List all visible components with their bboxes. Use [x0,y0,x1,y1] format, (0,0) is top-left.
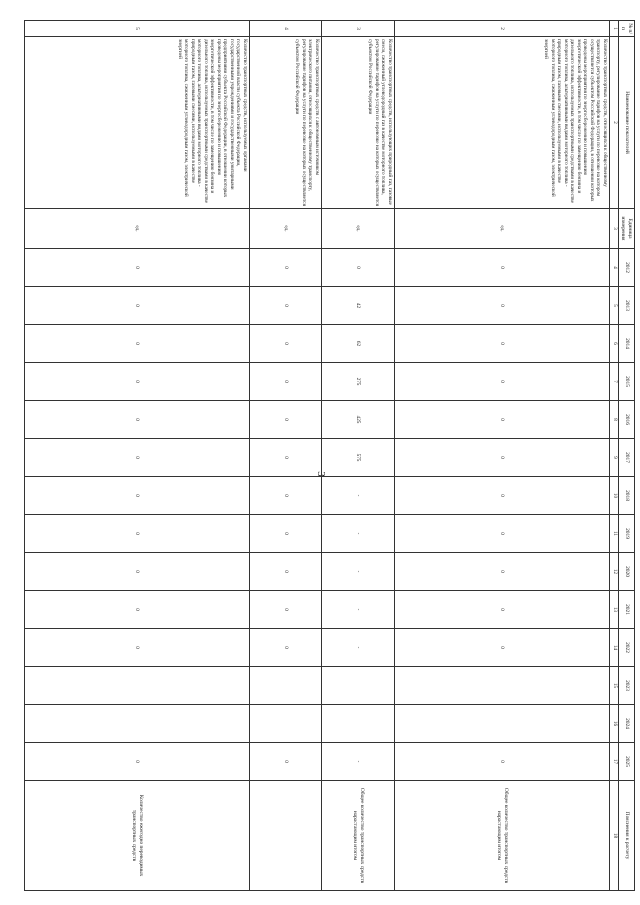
row-value: 0 [25,591,250,629]
table-row [322,21,395,891]
row-indicator-name: Количество транспортных средств, используемых органами государственной власти субъекта Российской Федерации, государственными учреждениями и государственными унитарными предприятиями субъекта Российской Федерации, в отношении которых проведены мероприятия по энергосбережению и повышению энергетической эффективности, в том числе по замещению бензина и дизельного топлива, используемых транспортными средствами в качестве моторного топлива, альтернативными видами моторного топлива - природным газом, газовыми смесями, используемыми в качестве моторного топлива, сжиженным углеводородным газом, электрической энергией [25,37,250,209]
table-row [250,21,322,891]
row-value: 0 [250,629,322,667]
row-num: 4 [250,21,322,37]
column-index: 2 [610,37,619,209]
row-value: 0 [25,439,250,477]
header-year: 2020 [619,553,635,591]
row-value: - [322,515,395,553]
row-value [395,705,610,743]
row-value [25,705,250,743]
page-number: 3 [314,471,327,477]
rotated-table-container [25,20,635,890]
row-value: 0 [250,363,322,401]
row-value: 0 [395,591,610,629]
row-value: 0 [395,401,610,439]
column-index: 5 [610,287,619,325]
row-value: 0 [250,591,322,629]
header-name: Наименование показателей [619,37,635,209]
column-index: 15 [610,667,619,705]
row-value: 0 [25,629,250,667]
row-value: 0 [25,477,250,515]
row-value: 0 [395,287,610,325]
row-value: 0 [395,477,610,515]
row-value: - [322,629,395,667]
row-indicator-name: Количество транспортных средств, относящихся к общественному транспорту, регулирование тарифов на услуги по перевозке на котором осуществляется субъектом Российской Федерации, в отношении которых проведены мероприятия по энергосбережению и повышению энергетической эффективности, в том числе по замещению бензина и дизельного топлива, используемых транспортными средствами в качестве моторного топлива, альтернативными видами моторного топлива - природным газом, газовыми смесями, используемыми в качестве моторного топлива, сжиженным углеводородным газом, электрической энергией [395,37,610,209]
row-value: 0 [395,743,610,781]
row-value: 0 [25,743,250,781]
column-index: 3 [610,209,619,249]
row-indicator-name: Количество транспортных средств, использующих природный газ, газовые смеси, сжиженный углеводородный газ в качестве моторного топлива, регулирование тарифов на услуги по перевозке на которых осуществляется субъектом Российской Федерации [322,37,395,209]
row-value: 0 [250,743,322,781]
row-value: - [322,743,395,781]
column-index: 17 [610,743,619,781]
column-index: 12 [610,553,619,591]
row-value: 0 [25,515,250,553]
row-value [322,667,395,705]
table-row [395,21,610,891]
column-index: 11 [610,515,619,553]
row-value: 0 [250,249,322,287]
row-value: 0 [250,287,322,325]
row-value: 0 [25,249,250,287]
row-value: 0 [395,363,610,401]
row-value: - [322,591,395,629]
header-year: 2025 [619,743,635,781]
column-index: 9 [610,439,619,477]
column-index: 6 [610,325,619,363]
header-note: Пояснения к расчету [619,781,635,891]
column-index: 4 [610,249,619,287]
row-value: 0 [250,553,322,591]
row-value: 42 [322,287,395,325]
row-value: 425 [322,401,395,439]
row-value: 0 [25,325,250,363]
row-unit: ед. [395,209,610,249]
row-value: 0 [25,401,250,439]
row-value [250,667,322,705]
column-index: 16 [610,705,619,743]
indicator-table [24,20,635,891]
row-value: - [322,477,395,515]
row-note [250,781,322,891]
header-year: 2014 [619,325,635,363]
row-value: 0 [322,249,395,287]
row-unit: ед. [322,209,395,249]
row-value [250,705,322,743]
header-year: 2013 [619,287,635,325]
row-indicator-name: Количество транспортных средств с автономным источником электрического питания, относящихся к общественному транспорту, регулирование тарифов на услуги по перевозке на которых осуществляется субъектом Российской Федерации [250,37,322,209]
row-value: 0 [25,363,250,401]
header-row [619,21,635,891]
row-value: 0 [250,401,322,439]
row-value: 275 [322,363,395,401]
header-year: 2012 [619,249,635,287]
row-value: 0 [395,629,610,667]
row-num: 2 [395,21,610,37]
column-index: 7 [610,363,619,401]
column-index: 14 [610,629,619,667]
header-year: 2024 [619,705,635,743]
row-value: 0 [395,439,610,477]
row-value: 0 [395,553,610,591]
header-year: 2018 [619,477,635,515]
header-year: 2022 [619,629,635,667]
row-num: 3 [322,21,395,37]
row-value: 0 [250,515,322,553]
column-index: 10 [610,477,619,515]
header-unit: Единица измерения [619,209,635,249]
row-note: Количество ежегодно переводимых транспортных средств [25,781,250,891]
row-value: 0 [395,249,610,287]
column-index: 18 [610,781,619,891]
row-value: 0 [395,325,610,363]
header-num: № п/п [619,21,635,37]
row-value: 0 [25,287,250,325]
row-value: 0 [250,439,322,477]
header-year: 2019 [619,515,635,553]
row-num: 5 [25,21,250,37]
column-index-row [610,21,619,891]
row-unit: ед. [25,209,250,249]
row-value: 575 [322,439,395,477]
row-value [395,667,610,705]
table-row [25,21,250,891]
header-year: 2015 [619,363,635,401]
header-year: 2023 [619,667,635,705]
column-index: 8 [610,401,619,439]
row-value: 0 [250,325,322,363]
row-value: 0 [25,553,250,591]
header-year: 2021 [619,591,635,629]
column-index: 1 [610,21,619,37]
row-note: Общее количество транспортных средств нарастающим итогом [322,781,395,891]
row-value [322,705,395,743]
row-value: 62 [322,325,395,363]
row-value: - [322,553,395,591]
row-unit: ед. [250,209,322,249]
header-year: 2016 [619,401,635,439]
row-value: 0 [395,515,610,553]
row-note: Общее количество транспортных средств нарастающим итогом [395,781,610,891]
header-year: 2017 [619,439,635,477]
row-value [25,667,250,705]
column-index: 13 [610,591,619,629]
row-value: 0 [250,477,322,515]
